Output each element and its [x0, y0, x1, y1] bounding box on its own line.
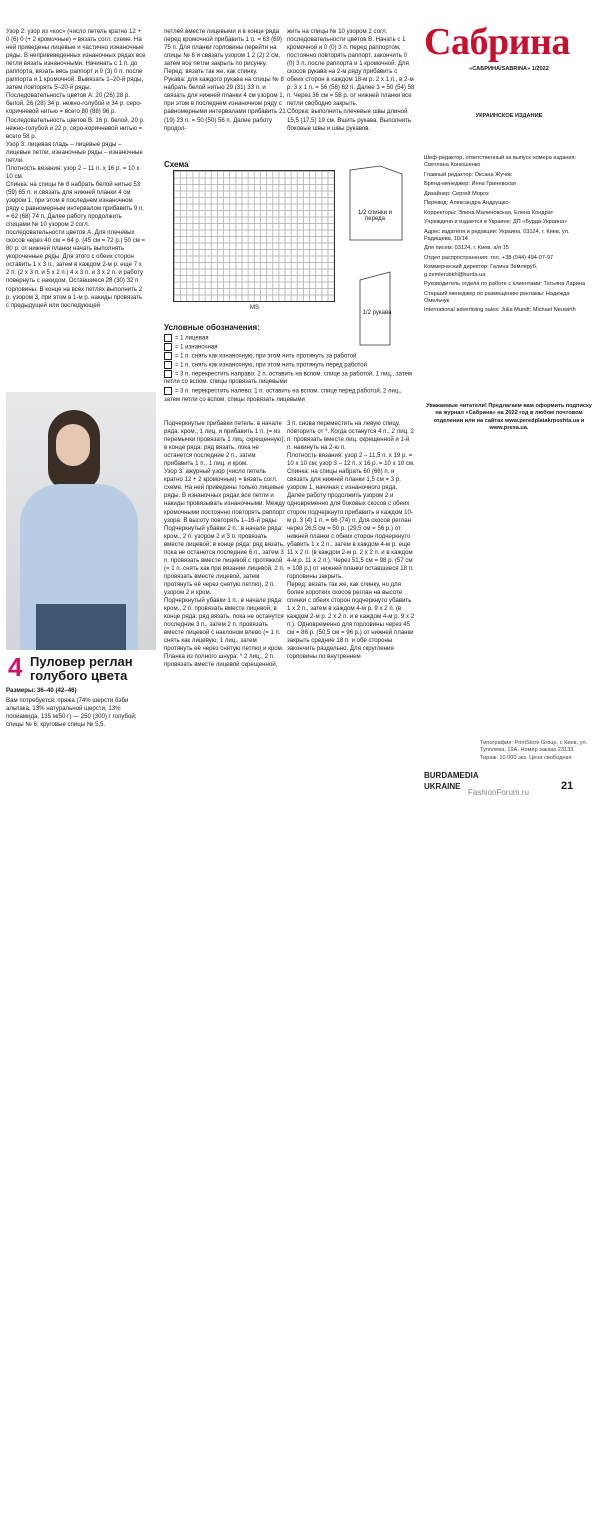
staff-line: Перевод: Александра Андрущко: [424, 200, 509, 207]
print-info: Типография: PrintStore Group, г. Киев, ул. Туполева, 19А. Номер заказа 23133. Тираж: 10 000 экз. Цена свободная: [480, 740, 588, 761]
paragraph: 3 п. снова переместить на левую спицу, повторить от *. Когда останутся 4 п., 2 лиц. 2 п. провязать вместе лиц. скрещенной и 1-й п. накинуть на 2-ю п.: [287, 420, 414, 452]
instructions-column-1: [6, 28, 146, 310]
staff-line: Для писем: 03124, г. Киев, а/я 15: [424, 245, 509, 252]
staff-line: Адрес издателя и редакции: Украина, 03124, г. Киев, ул. Радищева, 10/14: [424, 228, 570, 242]
slip-back-icon: [164, 352, 172, 360]
paragraph: Последовательность цветов A: 20 (26) 28 р. белой, 26 (28) 34 р. нежно-голубой и 34 р. серо-коричневой нитью = всего 80 (88) 96 р.: [6, 92, 142, 116]
page-number: 21: [561, 780, 574, 792]
paragraph: Рукава: для каждого рукава на спицы № 8 набрать белой нитью 29 (31) 33 п. и связать для нижней планки 4 см узором 1, при этом в последнем изнаночном ряду с равномерными интервалами прибавить 21 (19) 23 п. = 50 (50) 56 п. Далее работу продол-: [164, 76, 286, 132]
cross-right-icon: [164, 370, 172, 378]
legend-item: = 1 п. снять как изнаночную, при этом нить протянуть за работой: [164, 352, 414, 361]
paragraph: Планка из полного шнура: * 2 лиц., 2 п. провязать вместе лицевой скрещенной,: [164, 653, 278, 669]
staff-line: Главный редактор: Оксана Жучок: [424, 171, 512, 178]
knit-stitch-icon: [164, 334, 172, 342]
paragraph: Плотность вязания: узор 2 – 11 п. х 16 р. = 10 х 10 см.: [6, 164, 140, 180]
instructions-column-4: [164, 420, 286, 669]
pattern-diagram: [340, 160, 415, 360]
paragraph: Перед: вязать так же, как спинку, но для более коротких скосов реглан на высоте спинки с обеих сторон подчеркнуто убавить 1 х 2 п., затем в каждом 4-м р. 9 х 2 п. (в каждом 2-м р. 2 х 2 п. и в каждом 4-м р. 9 х 2 п.). Одновременно для горловины через 45 см = 86 р. (50,5 см = 96 р.) от нижней планки закрыть средние 18 п. и обе стороны закончить раздельно. Для скругления горловины по внутреннем: [287, 580, 415, 661]
knitting-chart: [173, 170, 335, 302]
pattern-label-sleeve: 1/2 рукава: [362, 310, 392, 316]
legend-item: = 1 п. снять как изнаночную, при этом нить протянуть перед работой: [164, 361, 414, 370]
staff-line: Дизайнер: Сергей Мороз: [424, 190, 489, 197]
issue: «САБРИНА/SABRINA» 1/2022: [469, 66, 549, 72]
legend: [164, 334, 414, 404]
paragraph: петлей вместе лицевыми и в конце ряда перед кромочной прибавить 1 п. = 63 (69) 75 п. Для планки горловины перейти на спицы № 8 и связать узором 1 2 (2) 2 см, затем все петли закрыть по рисунку.: [164, 28, 282, 68]
watermark: FashionForum.ru: [468, 788, 529, 797]
legend-title: Условные обозначения:: [164, 323, 260, 332]
pattern-label-back: 1/2 спинки и переда: [358, 210, 392, 222]
paragraph: Узор 2: узор из «кос» (число петель кратно 12 + 0 (6) 0 (+ 2 кромочные) = вязать согл. схеме. На ней приведены лицевые и частично изнаночные ряды. В непривеведенных изнаночных рядах все петли вязать изнаночными. Начинать с 1 п. до раппорта, вязать весь раппорт и 0 (3) 0 п. после раппорта и 1 кромочной. Вывязать 1–20-й ряды, затем повторять 5–20-й ряды.: [6, 28, 146, 92]
staff-line: Отдел распространения: тел. +38 (044) 494-07-97: [424, 254, 554, 261]
paragraph: Узор 3: ажурный узор (число петель кратно 12 + 2 кромочные) = вязать согл. схеме. На ней приведены только лицевые ряды. В изнаночных рядах все петли и накиды провязывать изнаночными. Между кромочными постоянно повторять раппорт узора. В высоту повторять 1–16-й ряды.: [164, 468, 286, 524]
magazine-logo: Сабрина: [424, 21, 570, 63]
staff-line: Учреждено и издается в Украине: ДП «Бурда-Украина»: [424, 219, 568, 226]
materials: Вам потребуется: пряжа (74% шерсти бэби альпака, 13% натуральной шерсти, 13% полиамида, 135 м/50 г) — 250 (300) г голубой; спицы № 6; круговые спицы № 5,5.: [6, 697, 137, 729]
scheme-title: Схема: [164, 160, 189, 169]
paragraph: Плотность вязания: узор 2 – 11,5 п. х 19 р. = 10 х 10 см; узор 3 – 12 п. х 16 р. = 10 х 10 см.: [287, 452, 415, 468]
legend-item: = 3 п. перекрестить направо: 2 п. оставить на вспом. спице за работой, 1 лиц., затем петли со вспом. спицы провязать лицевыми: [164, 371, 412, 386]
staff-line: Бренд-менеджер: Инна Гриневская: [424, 181, 516, 188]
edition: УКРАИНСКОЕ ИЗДАНИЕ: [475, 113, 543, 120]
paragraph: Спинка: на спицы набрать 60 (66) п. и связать для нижней планки 1,5 см = 3 р. узором 1, начиная с изнаночного ряда. Далее работу продолжить узором 2 и одновременно для боковых скосов с обеих сторон подчеркнуто прибавить в каждом 10-м р. 3 (4) 1 п. = 66 (74) п. Для скосов реглан через 26,5 см = 50 р. (29,5 см = 56 р.) от нижней планки с обеих сторон подчеркнуто убавить 1 х 2 п., затем в каждом 4-м р. еще 11 х 2 п. (в каждом 2-м р. 2 х 2 п. и в каждом 4-м р. 11 х 2 п.). Через 51,5 см = 98 р. (57 см = 108 р.) от нижней планки оставшиеся 18 п. горловины закрыть.: [287, 468, 414, 580]
face: [56, 424, 90, 466]
staff-line: Руководитель отдела по работе с клиентами: Татьяна Ларина: [424, 281, 586, 288]
paragraph: Подчеркнутый убавки 2 п.: в начале ряда: кром., 2 п. узором 2 и 3 п. провязать вместе лицевой; в конце ряда: ряд вязать, пока не останется последние 6 п., затем 3 п. провязать вместе лицевой с протяжкой (= 1 п. снять как при вязании лицевой, 2 п. провязать вместе лицевой, затем протянуть её через снятую петлю), 2 п. узором 2 и кром.: [164, 524, 285, 596]
model-number: 4: [8, 652, 23, 682]
jeans: [36, 604, 126, 650]
instructions-column-5: [287, 420, 415, 661]
model-title: Пуловер реглан голубого цвета: [30, 654, 133, 683]
paragraph: Узор 3: лицевая гладь – лицевые ряды – лицевые петли, изнаночные ряды – изнаночные петли.: [6, 140, 143, 164]
instructions-column-3: [287, 28, 415, 133]
paragraph: Сборка: выполнить плечевые швы длиной 15,5 (17,5) 19 см. Вшить рукава. Выполнить боковые швы и швы рукавов.: [287, 108, 412, 132]
purl-stitch-icon: [164, 343, 172, 351]
staff-line: Шеф-редактор, ответственный за выпуск номера издания: Светлана Конюшенко: [424, 155, 577, 169]
staff-line: Корректоры: Элина Малиновская, Елена Кондрат: [424, 209, 554, 216]
paragraph: Подчеркнутые прибавки петель: в начале ряда: кром., 1 лиц. и прибавить 1 п. (= из перемычки провязать 1 лиц. скрещенную); в конце ряда: ряд вязать, пока не останется последние 2 п., затем прибавить 1 п., 1 лиц. и кром.: [164, 420, 286, 468]
model-photo: [6, 392, 156, 650]
paragraph: Спинка: на спицы № 8 набрать белой нитью 53 (59) 65 п. и связать для нижней планки 4 см узором 1, при этом в последнем изнаночном ряду с равномерным интервалом прибавить 9 п. = 62 (68) 74 п. Далее работу продолжить спицами № 10 узором 2 согл. последовательности цветов А. Для плечевых скосов через 40 см = 64 р. (45 см = 72 р.) 50 см = 80 р. от нижней планки начать выполнять укороченные ряды. Для этого с обеих сторон оставить 1 х 3 п., затем в каждом 2-м р. еще 7 х 2 п. (2 х 3 п. и 5 х 2 п.) 4 х 3 п. и 3 х 2 п. и работу повернуть с накидом. Оставшиеся 28 (30) 32 п. горловины. В конце на всех петлях выполнить 2 р. узором 3, при этом в 1-м р. накиды провязать с предыдущей или последующей: [6, 180, 146, 309]
cross-left-icon: [164, 387, 172, 395]
legend-item: = 1 изнаночная: [164, 343, 414, 352]
legend-item: = 1 лицевая: [164, 334, 414, 343]
staff-line: International advertising sales: Julia Mundt; Michael Neuwirth: [424, 307, 576, 314]
staff-line: Коммерческий директор: Галина Землеруб, g.zemlerubkh@burda.ua: [424, 264, 538, 278]
paragraph: Перед: вязать так же, как спинку.: [164, 68, 258, 76]
paragraph: жить на спицы № 10 узором 2 согл. последовательности цветов В. Начать с 1 кромочной и 0 (0) 3 п. перед раппортом, постоянно повторять раппорт, закончить 0 (0) 3 п. после раппорта и 1 кромочной. Для скосов рукава на 2-м ряду прибавить с обеих сторон в каждом 18-м р. 2 х 1 п., в 2-м р. 3 х 1 п. = 56 (56) 62 п. Далее 3 = 50 (54) 58 п. Через 36 см = 58 р. от нижней планки все петли свободно закрыть.: [287, 28, 415, 108]
burda-logo-sub: UKRAINE: [424, 782, 461, 791]
paragraph: Последовательность цветов B: 16 р. белой, 20 р. нежно-голубой и 22 р. серо-коричневой нитью = всего 58 р.: [6, 116, 145, 140]
instructions-column-2: [164, 28, 286, 133]
staff-line: Старший менеджер по размещению рекламы: Надежда Омельчук: [424, 290, 570, 304]
subscription-note: Уважаемые читатели! Предлагаем вам оформить подписку на журнал «Сабрина» на 2022 год в любом почтовом отделении или на сайтах www.peredplatakrposhta.ua и www.presa.ua.: [426, 403, 592, 431]
legend-item: = 3 п. перекрестить налево: 1 п. оставить на вспом. спице перед работой, 2 лиц., затем петли со вспом. спицы провязать лицевыми: [164, 388, 402, 403]
burda-logo: BURDAMEDIA: [424, 771, 479, 780]
model-sizes: Размеры: 36–40 (42–46): [6, 687, 77, 694]
slip-front-icon: [164, 361, 172, 369]
scheme-ms-label: MS: [250, 305, 259, 311]
paragraph: Подчеркнутый убавки 1 п.: в начале ряда: кром., 2 п. провязать вместе лицевой; в конце ряда: ряд вязать, пока не останутся последние 3 п., затем 2 п. провязать вместе лицевой с наклоном влево (= 1 п. снять как лицевую, 1 лиц., затем протянуть её через снятую петлю) и кром.: [164, 597, 284, 653]
